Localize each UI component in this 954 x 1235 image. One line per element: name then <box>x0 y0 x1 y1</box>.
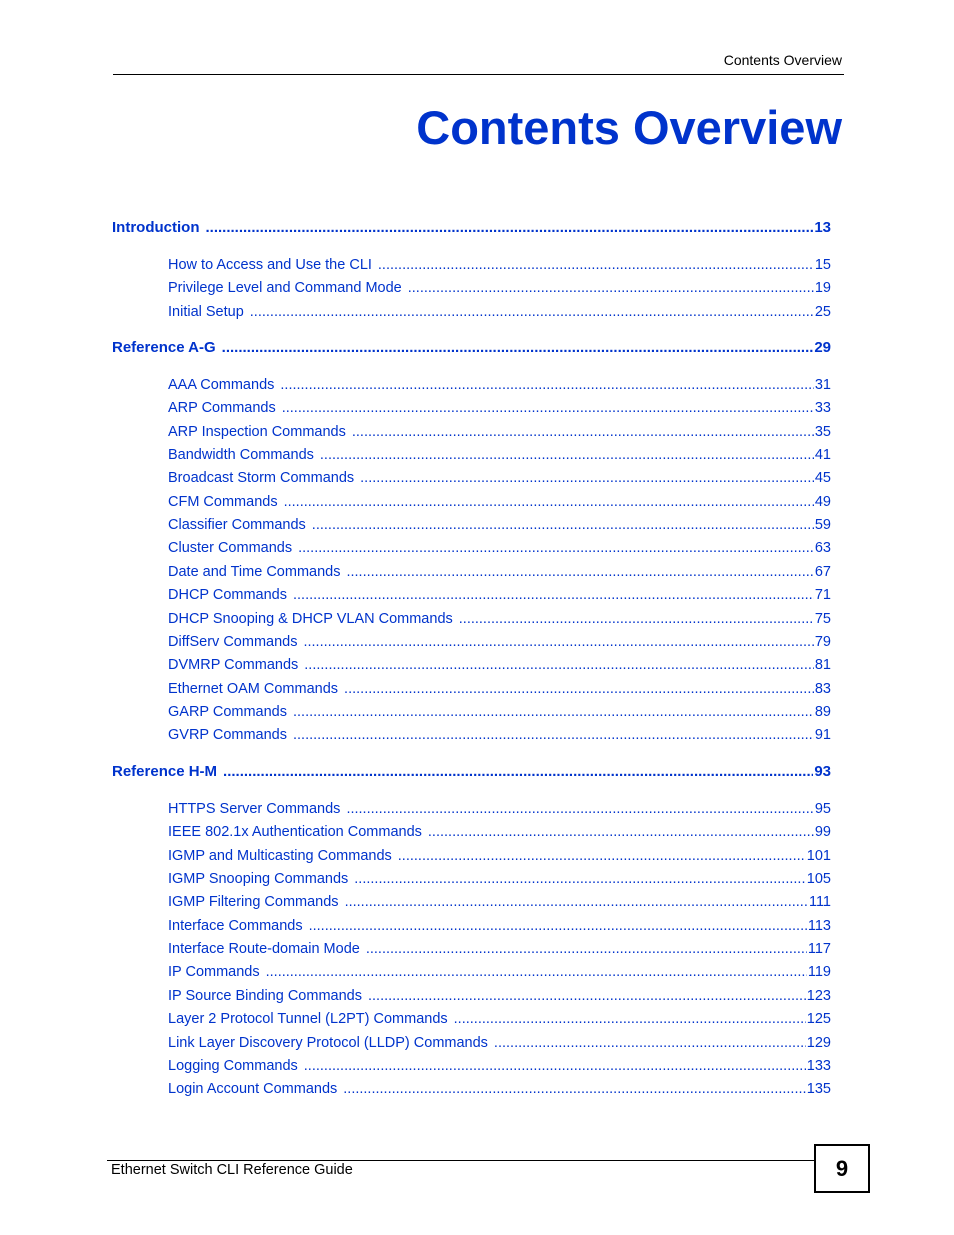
toc-entry[interactable] <box>168 424 831 440</box>
toc-leader-dots <box>343 1081 806 1097</box>
toc-entry-page: 67 <box>814 564 831 580</box>
toc-entry-page: 125 <box>806 1011 831 1027</box>
toc-leader-dots <box>284 494 814 510</box>
toc-leader-dots <box>408 280 814 296</box>
toc-entry-page: 111 <box>808 894 831 910</box>
toc-entry-label: DiffServ Commands <box>168 634 298 650</box>
toc-entry[interactable] <box>168 824 831 840</box>
toc-entry-page: 71 <box>814 587 831 603</box>
toc-entry-page: 93 <box>814 763 831 780</box>
toc-entry[interactable] <box>168 964 831 980</box>
toc-entry-page: 119 <box>807 964 831 980</box>
toc-leader-dots <box>320 447 814 463</box>
toc-leader-dots <box>298 540 814 556</box>
toc-entry[interactable] <box>168 564 831 580</box>
toc-leader-dots <box>366 941 807 957</box>
toc-entry[interactable] <box>168 1011 831 1027</box>
page-title: Contents Overview <box>416 101 842 154</box>
toc-leader-dots <box>304 657 814 673</box>
toc-entry-label: Ethernet OAM Commands <box>168 681 339 697</box>
toc-leader-dots <box>223 763 813 780</box>
toc-entry[interactable] <box>168 257 831 273</box>
toc-entry-label: Reference A-G <box>112 339 216 356</box>
toc-entry-page: 95 <box>814 801 831 817</box>
toc-leader-dots <box>280 377 813 393</box>
toc-entry[interactable] <box>168 587 831 603</box>
toc-entry-label: ARP Commands <box>168 400 276 416</box>
toc-leader-dots <box>309 918 807 934</box>
toc-entry-label: IEEE 802.1x Authentication Commands <box>168 824 422 840</box>
toc-leader-dots <box>250 304 814 320</box>
toc-entry[interactable] <box>168 704 831 720</box>
toc-entry-label: Cluster Commands <box>168 540 293 556</box>
toc-entry-page: 105 <box>806 871 831 887</box>
toc-entry-label: Layer 2 Protocol Tunnel (L2PT) Commands <box>168 1011 448 1027</box>
toc-entry[interactable] <box>168 304 831 320</box>
toc-leader-dots <box>454 1011 806 1027</box>
toc-entry-label: CFM Commands <box>168 494 278 510</box>
toc-entry-label: Login Account Commands <box>168 1081 338 1097</box>
page-number: 9 <box>814 1144 870 1193</box>
toc-entry-page: 133 <box>806 1058 831 1074</box>
toc-leader-dots <box>398 848 806 864</box>
toc-leader-dots <box>354 871 806 887</box>
toc-entry-page: 13 <box>814 219 831 236</box>
toc-entry-label: DHCP Snooping & DHCP VLAN Commands <box>168 611 453 627</box>
toc-leader-dots <box>378 257 814 273</box>
toc-entry[interactable] <box>168 848 831 864</box>
toc-leader-dots <box>293 587 814 603</box>
toc-leader-dots <box>266 964 807 980</box>
footer-guide-title: Ethernet Switch CLI Reference Guide <box>111 1162 353 1178</box>
toc-entry[interactable] <box>168 400 831 416</box>
toc-entry-page: 29 <box>814 339 831 356</box>
toc-entry-page: 19 <box>814 280 831 296</box>
toc-entry[interactable] <box>168 918 831 934</box>
toc-entry[interactable] <box>168 634 831 650</box>
toc-entry[interactable] <box>168 1081 831 1097</box>
toc-entry-page: 91 <box>814 727 831 743</box>
toc-entry-label: Introduction <box>112 219 200 236</box>
toc-leader-dots <box>346 564 813 580</box>
toc-entry-label: DHCP Commands <box>168 587 287 603</box>
toc-entry-page: 135 <box>806 1081 831 1097</box>
toc-entry-label: How to Access and Use the CLI <box>168 257 372 273</box>
toc-leader-dots <box>303 634 813 650</box>
toc-entry-page: 31 <box>814 377 831 393</box>
toc-leader-dots <box>293 704 814 720</box>
toc-leader-dots <box>312 517 814 533</box>
toc-entry-label: ARP Inspection Commands <box>168 424 346 440</box>
toc-entry-label: IGMP and Multicasting Commands <box>168 848 392 864</box>
toc-entry-label: GARP Commands <box>168 704 287 720</box>
toc-entry-page: 41 <box>814 447 831 463</box>
toc-entry-label: Privilege Level and Command Mode <box>168 280 402 296</box>
toc-entry-page: 59 <box>814 517 831 533</box>
toc-entry-label: IGMP Snooping Commands <box>168 871 349 887</box>
toc-entry[interactable] <box>168 1058 831 1074</box>
running-header: Contents Overview <box>723 52 842 68</box>
toc-entry-page: 81 <box>814 657 831 673</box>
toc-entry-label: Interface Commands <box>168 918 303 934</box>
toc-entry-label: IP Source Binding Commands <box>168 988 362 1004</box>
toc-entry-page: 99 <box>814 824 831 840</box>
toc-entry-page: 75 <box>814 611 831 627</box>
toc-section-introduction[interactable] <box>112 219 831 236</box>
toc-section-reference-h-m[interactable] <box>112 763 831 780</box>
toc-entry-label: Interface Route-domain Mode <box>168 941 360 957</box>
toc-entry[interactable] <box>168 894 831 910</box>
toc-entry-label: Bandwidth Commands <box>168 447 314 463</box>
toc-entry-label: Link Layer Discovery Protocol (LLDP) Commands <box>168 1035 488 1051</box>
toc-entry[interactable] <box>168 801 831 817</box>
toc-entry[interactable] <box>168 727 831 743</box>
toc-entry-page: 89 <box>814 704 831 720</box>
toc-entry[interactable] <box>168 681 831 697</box>
toc-leader-dots <box>293 727 814 743</box>
toc-entry-page: 49 <box>814 494 831 510</box>
toc-entry-page: 123 <box>806 988 831 1004</box>
toc-leader-dots <box>368 988 806 1004</box>
toc-entry[interactable] <box>168 941 831 957</box>
toc-entry-page: 101 <box>806 848 831 864</box>
toc-entry-page: 129 <box>806 1035 831 1051</box>
toc-leader-dots <box>346 801 813 817</box>
toc-entry-page: 79 <box>814 634 831 650</box>
toc-entry[interactable] <box>168 657 831 673</box>
toc-entry[interactable] <box>168 871 831 887</box>
toc-entry[interactable] <box>168 470 831 486</box>
toc-entry-page: 83 <box>814 681 831 697</box>
toc-entry-page: 25 <box>814 304 831 320</box>
toc-leader-dots <box>345 894 808 910</box>
toc-leader-dots <box>360 470 814 486</box>
toc-entry-page: 117 <box>807 941 831 957</box>
toc-entry-page: 63 <box>814 540 831 556</box>
toc-entry[interactable] <box>168 447 831 463</box>
toc-entry-label: Logging Commands <box>168 1058 298 1074</box>
toc-entry-page: 35 <box>814 424 831 440</box>
toc-leader-dots <box>428 824 814 840</box>
toc-leader-dots <box>344 681 814 697</box>
toc-entry-label: Reference H-M <box>112 763 218 780</box>
toc-entry-page: 45 <box>814 470 831 486</box>
toc-entry[interactable] <box>168 517 831 533</box>
toc-entry-label: AAA Commands <box>168 377 275 393</box>
toc-entry-label: Initial Setup <box>168 304 244 320</box>
toc-leader-dots <box>282 400 814 416</box>
footer-rule <box>107 1160 815 1161</box>
toc-entry-label: DVMRP Commands <box>168 657 299 673</box>
toc-leader-dots <box>459 611 814 627</box>
toc-entry[interactable] <box>168 1035 831 1051</box>
header-rule <box>113 74 844 75</box>
toc-entry[interactable] <box>168 377 831 393</box>
toc-leader-dots <box>352 424 814 440</box>
toc-entry[interactable] <box>168 988 831 1004</box>
toc-entry-label: Date and Time Commands <box>168 564 341 580</box>
toc-entry[interactable] <box>168 540 831 556</box>
toc-entry[interactable] <box>168 494 831 510</box>
toc-entry-label: HTTPS Server Commands <box>168 801 341 817</box>
toc-entry-label: GVRP Commands <box>168 727 287 743</box>
toc-section-reference-a-g[interactable] <box>112 339 831 356</box>
toc-leader-dots <box>494 1035 806 1051</box>
toc-entry-label: Classifier Commands <box>168 517 306 533</box>
toc-entry-page: 113 <box>807 918 831 934</box>
toc-leader-dots <box>222 339 814 356</box>
toc-leader-dots <box>304 1058 806 1074</box>
toc-entry[interactable] <box>168 611 831 627</box>
toc-entry-label: IP Commands <box>168 964 260 980</box>
toc-entry-label: Broadcast Storm Commands <box>168 470 355 486</box>
toc-entry[interactable] <box>168 280 831 296</box>
toc-leader-dots <box>205 219 813 236</box>
toc-entry-page: 15 <box>814 257 831 273</box>
toc-entry-label: IGMP Filtering Commands <box>168 894 339 910</box>
toc-entry-page: 33 <box>814 400 831 416</box>
